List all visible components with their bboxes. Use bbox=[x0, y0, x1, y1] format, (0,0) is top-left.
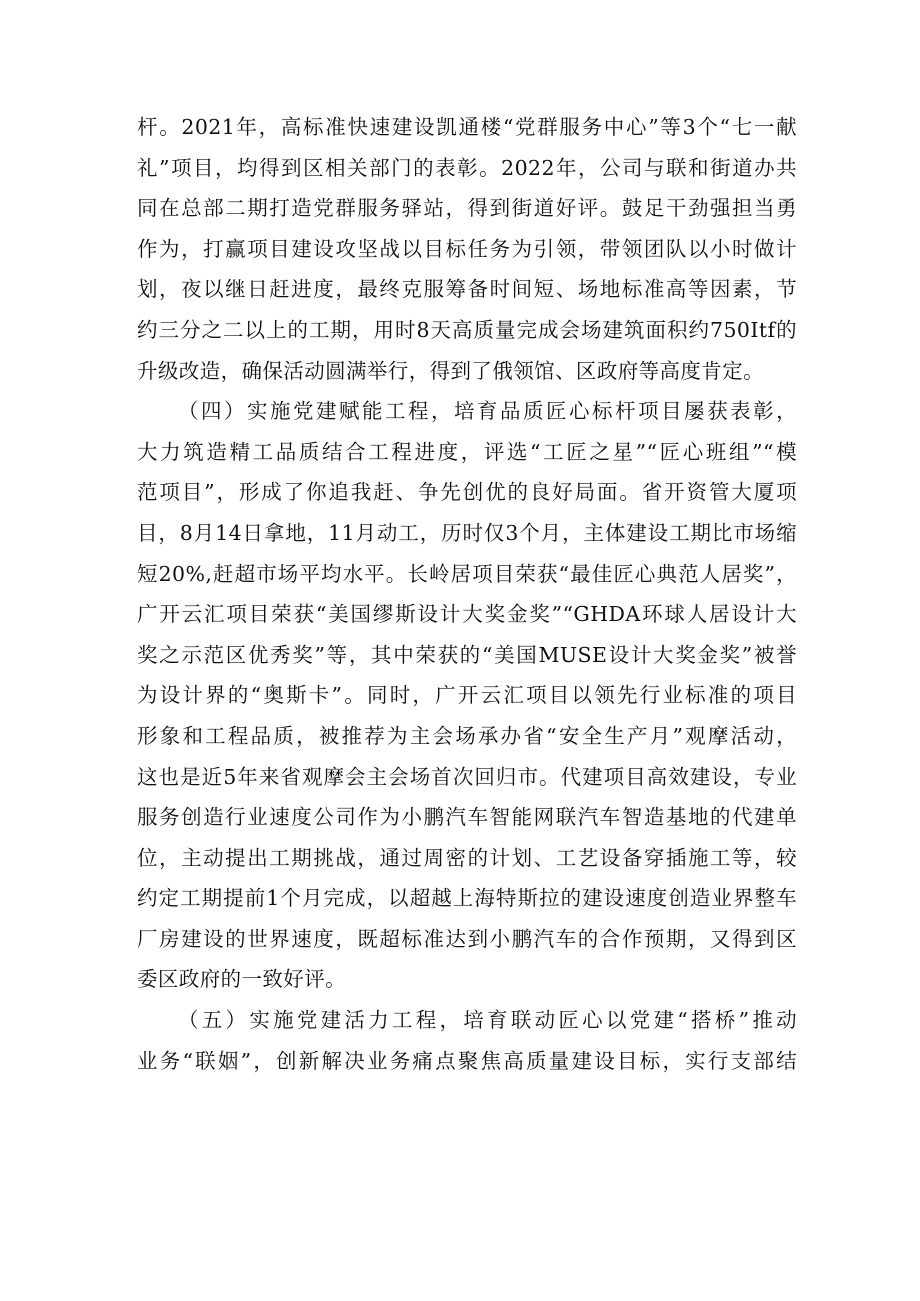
text-line: 约定工期提前1个月完成，以超越上海特斯拉的建设速度创造业界整车 bbox=[137, 886, 797, 911]
text-line: 升级改造，确保活动圆满举行，得到了俄领馆、区政府等高度肯定。 bbox=[137, 358, 764, 383]
text-line: 杆。2021年，高标准快速建设凯通楼“党群服务中心”等3个“七一献 bbox=[137, 115, 797, 139]
text-line: 奖之示范区优秀奖”等，其中荣获的“美国MUSE设计大奖金奖”被誉 bbox=[137, 642, 797, 667]
paragraph bbox=[137, 391, 797, 1000]
text-line: 广开云汇项目荣获“美国缪斯设计大奖金奖”“GHDA环球人居设计大 bbox=[137, 602, 797, 627]
text-line: （五）实施党建活力工程，培育联动匠心以党建“搭桥”推动 bbox=[178, 1008, 797, 1033]
paragraph bbox=[137, 1000, 797, 1081]
text-line: 这也是近5年来省观摩会主会场首次回归市。代建项目高效建设，专业 bbox=[137, 764, 797, 789]
text-line: 划，夜以继日赶进度，最终克服筹备时间短、场地标准高等因素，节 bbox=[137, 277, 797, 302]
document-body bbox=[137, 107, 797, 1081]
text-line: （四）实施党建赋能工程，培育品质匠心标杆项目屡获表彰， bbox=[178, 399, 797, 424]
text-line: 短20%,赶超市场平均水平。长岭居项目荣获“最佳匠心典范人居奖”， bbox=[137, 561, 797, 586]
text-line: 服务创造行业速度公司作为小鹏汽车智能网联汽车智造基地的代建单 bbox=[137, 805, 797, 830]
text-line: 厂房建设的世界速度，既超标准达到小鹏汽车的合作预期，又得到区 bbox=[137, 926, 797, 951]
text-line: 委区政府的一致好评。 bbox=[137, 967, 346, 992]
text-line: 范项目”，形成了你追我赶、争先创优的良好局面。省开资管大厦项 bbox=[137, 480, 797, 505]
text-line: 形象和工程品质，被推荐为主会场承办省“安全生产月”观摩活动， bbox=[137, 723, 797, 748]
text-line: 礼”项目，均得到区相关部门的表彰。2022年，公司与联和街道办共 bbox=[137, 155, 797, 180]
text-line: 目，8月14日拿地，11月动工，历时仅3个月，主体建设工期比市场缩 bbox=[137, 520, 797, 545]
text-line: 为设计界的“奥斯卡”。同时，广开云汇项目以领先行业标准的项目 bbox=[137, 683, 797, 708]
text-line: 大力筑造精工品质结合工程进度，评选“工匠之星”“匠心班组”“模 bbox=[137, 439, 797, 464]
text-line: 作为，打赢项目建设攻坚战以目标任务为引领，带领团队以小时做计 bbox=[137, 236, 797, 261]
text-line: 约三分之二以上的工期，用时8天高质量完成会场建筑面积约750Itf的 bbox=[137, 317, 797, 342]
text-line: 同在总部二期打造党群服务驿站，得到街道好评。鼓足干劲强担当勇 bbox=[137, 196, 797, 221]
text-line: 位，主动提出工期挑战，通过周密的计划、工艺设备穿插施工等，较 bbox=[137, 845, 797, 870]
paragraph bbox=[137, 107, 797, 391]
text-line: 业务“联姻”，创新解决业务痛点聚焦高质量建设目标，实行支部结 bbox=[137, 1048, 797, 1073]
